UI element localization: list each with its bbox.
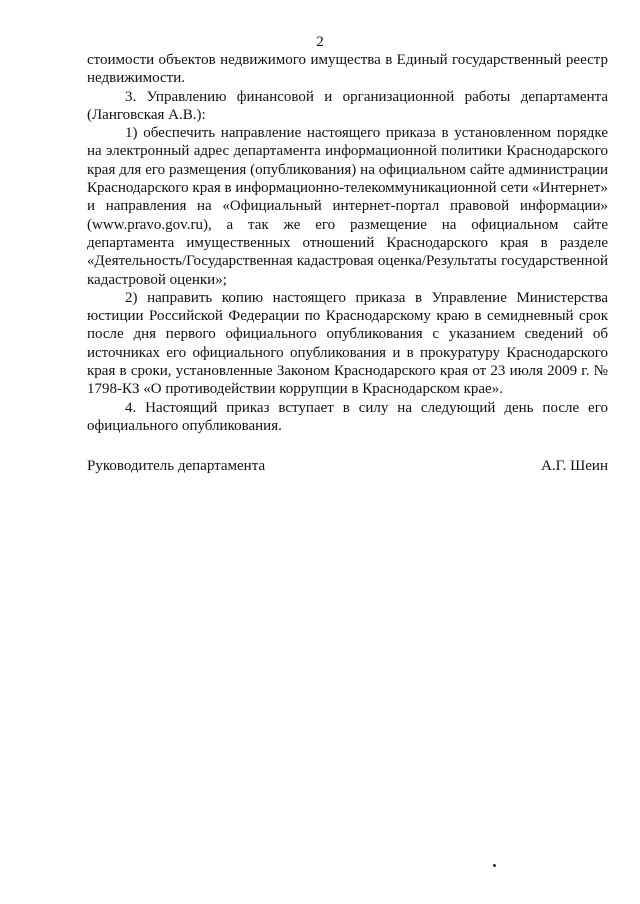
scan-speck — [493, 864, 496, 867]
paragraph-item-3: 3. Управлению финансовой и организационной работы департамента (Ланговская А.В.): — [87, 88, 608, 123]
paragraph-item-4: 4. Настоящий приказ вступает в силу на следующий день после его официального опубликования. — [87, 399, 608, 434]
page-number: 2 — [316, 34, 324, 50]
paragraph-subitem-1: 1) обеспечить направление настоящего приказа в установленном порядке на электронный адрес департамента информационной политики Краснодарского края для его размещения (опубликования) на официальном сайте администрации Краснодарского края в информационно-телекоммуникационной сети «Интернет» и направления на «Официальный интернет-портал правовой информации» (www.pravo.gov.ru), а так же его размещение на официальном сайте департамента имущественных отношений Краснодарского края в разделе «Деятельность/Государственная кадастровая оценка/Результаты государственной кадастровой оценки»; — [87, 125, 608, 288]
signature-title: Руководитель департамента — [87, 458, 266, 474]
paragraph-subitem-2: 2) направить копию настоящего приказа в Управление Министерства юстиции Российской Федерации по Краснодарскому краю в семидневный срок после дня первого официального опубликования с указанием сведений об источниках его официального опубликования и в прокуратуру Краснодарского края в сроки, установленные Законом Краснодарского края от 23 июля 2009 г. № 1798-КЗ «О противодействии коррупции в Краснодарском крае». — [87, 289, 608, 398]
paragraph-continuation: стоимости объектов недвижимого имущества в Единый государственный реестр недвижимости. — [87, 52, 608, 87]
document-body — [87, 51, 608, 435]
signature-name: А.Г. Шеин — [541, 458, 608, 474]
